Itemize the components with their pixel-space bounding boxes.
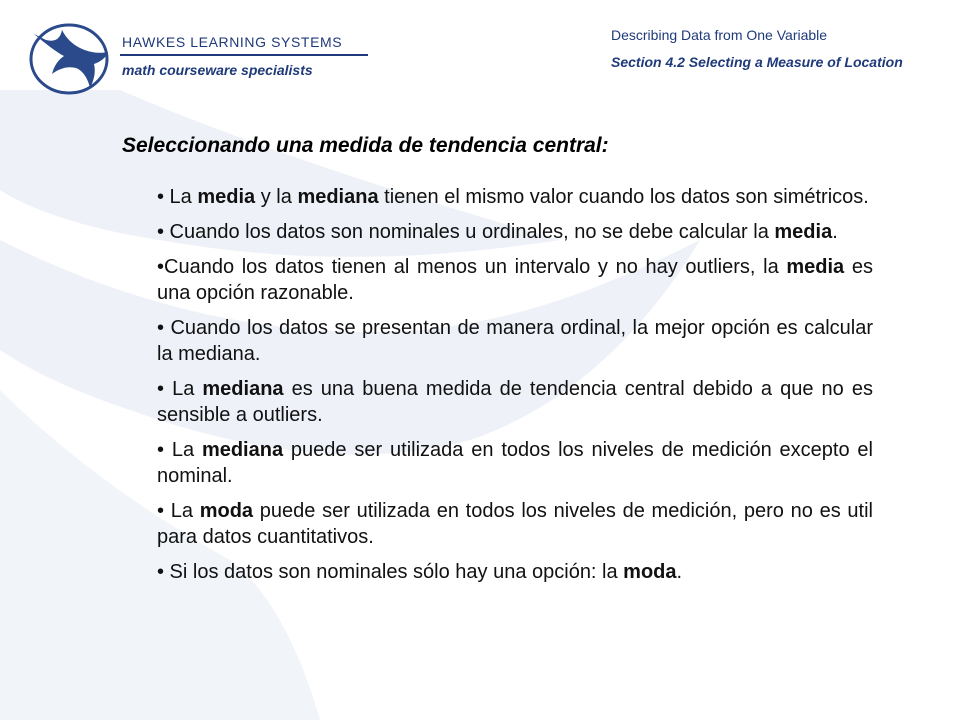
- bullet-keyword: media: [786, 256, 845, 278]
- bullet-text: • La: [157, 378, 203, 400]
- bullet-text: .: [676, 561, 683, 583]
- bullet-text: • Cuando los datos se presentan de manera ordinal, la mejor opción es calcular la mediana.: [157, 317, 873, 365]
- chapter-title: Describing Data from One Variable: [611, 27, 828, 43]
- bullet-item: [157, 219, 873, 245]
- bullet-keyword: mediana: [297, 186, 379, 208]
- bullet-text: • Si los datos son nominales sólo hay una opción: la: [157, 561, 624, 583]
- bullet-item: [157, 498, 873, 550]
- bullet-item: [157, 254, 873, 306]
- bullet-keyword: media: [774, 221, 833, 243]
- bullet-text: es una buena medida de tendencia central debido a que no es sensible a outliers.: [157, 378, 873, 426]
- bullet-text: tienen el mismo valor cuando los datos son simétricos.: [378, 186, 869, 208]
- brand-tagline: math courseware specialists: [122, 62, 313, 78]
- bullet-text: • La: [157, 439, 202, 461]
- bullet-keyword: mediana: [202, 378, 284, 400]
- section-title: Section 4.2 Selecting a Measure of Location: [611, 54, 903, 70]
- bullet-text: • Cuando los datos son nominales u ordinales, no se debe calcular la: [157, 221, 775, 243]
- hawkes-eagle-logo: [28, 22, 110, 96]
- bullet-text: puede ser utilizada en todos los niveles de medición, pero no es util para datos cuantitativos.: [157, 500, 873, 548]
- brand-name: HAWKES LEARNING SYSTEMS: [122, 34, 343, 50]
- bullet-list: [157, 184, 873, 594]
- bullet-keyword: moda: [199, 500, 254, 522]
- bullet-text: es una opción razonable.: [157, 256, 873, 304]
- bullet-keyword: media: [197, 186, 256, 208]
- bullet-keyword: moda: [623, 561, 677, 583]
- bullet-item: [157, 184, 873, 210]
- bullet-item: [157, 315, 873, 367]
- bullet-text: y la: [255, 186, 298, 208]
- brand-divider: [120, 54, 368, 56]
- bullet-keyword: mediana: [201, 439, 284, 461]
- slide-heading: Seleccionando una medida de tendencia central:: [122, 134, 609, 157]
- bullet-text: .: [832, 221, 838, 243]
- bullet-text: puede ser utilizada en todos los niveles de medición excepto el nominal.: [157, 439, 873, 487]
- bullet-item: [157, 376, 873, 428]
- bullet-item: [157, 437, 873, 489]
- bullet-text: •Cuando los datos tienen al menos un intervalo y no hay outliers, la: [157, 256, 787, 278]
- bullet-text: • La: [157, 500, 200, 522]
- bullet-item: [157, 559, 873, 585]
- bullet-text: • La: [157, 186, 198, 208]
